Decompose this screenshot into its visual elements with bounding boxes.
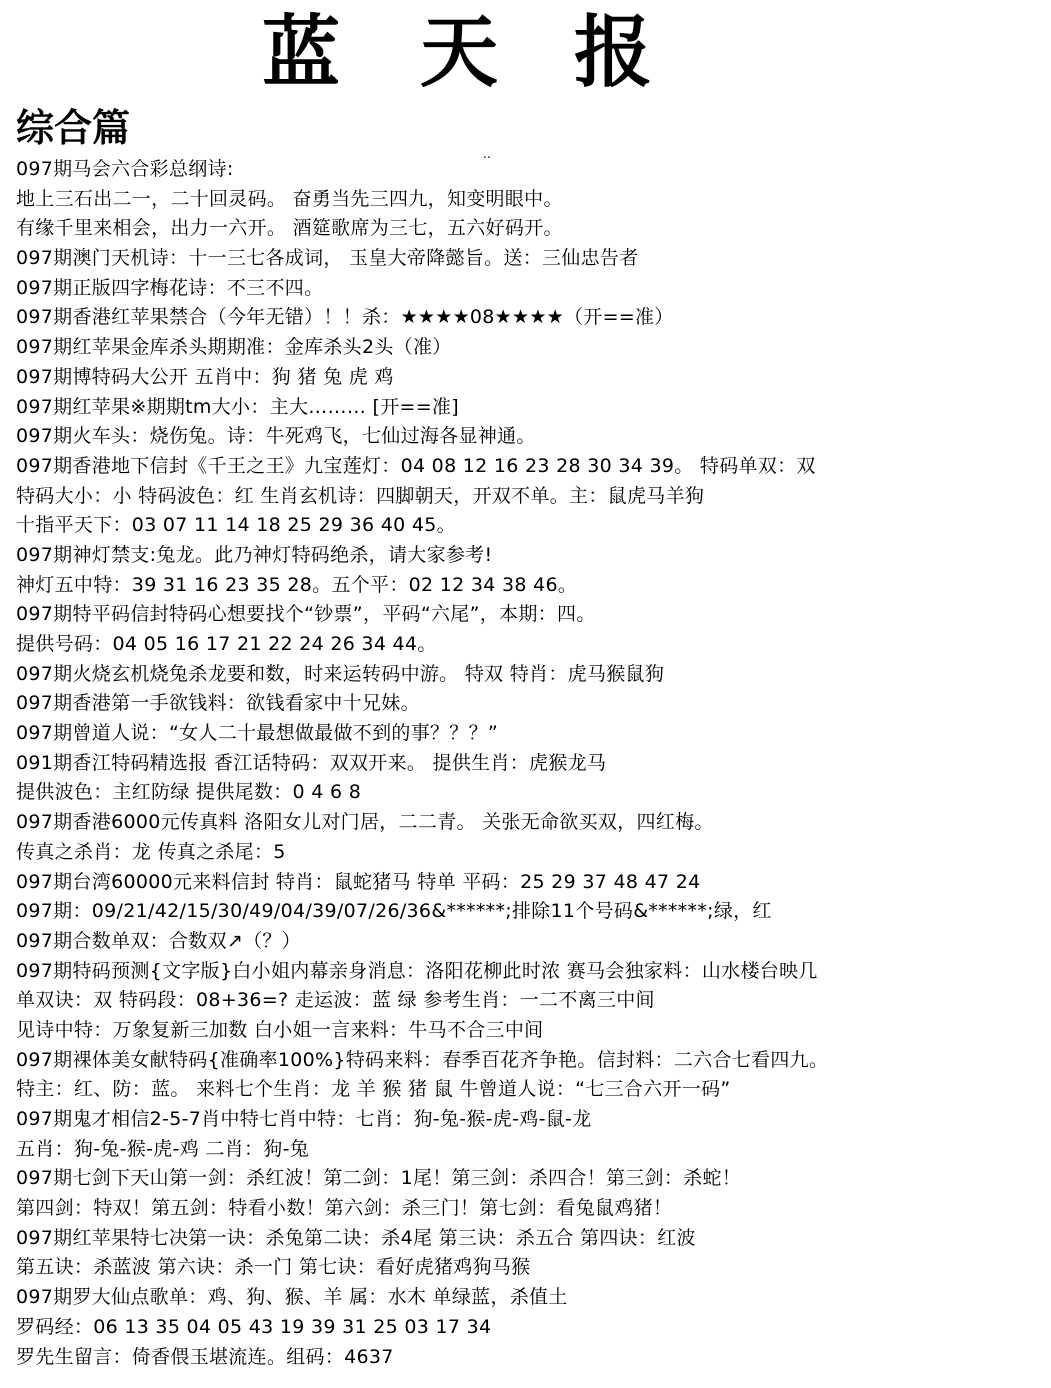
- text-line: 提供号码：04 05 16 17 21 22 24 26 34 44。: [16, 633, 437, 655]
- text-line: 097期台湾60000元来料信封 特肖：鼠蛇猪马 特单 平码：25 29 37 48 47 24: [16, 870, 701, 893]
- text-line: 097期曾道人说：“女人二十最想做最做不到的事？？？”: [16, 722, 499, 745]
- text-line: 单双诀：双 特码段：08+36=? 走运波：蓝 绿 参考生肖：一二不离三中间: [16, 989, 655, 1012]
- text-line: 097期香港红苹果禁合（今年无错）！！杀：★★★★08★★★★（开==准）: [16, 306, 674, 329]
- text-line: 097期香港地下信封《千王之王》九宝莲灯：04 08 12 16 23 28 30 34 39。 特码单双：双: [16, 454, 816, 477]
- text-lines: [16, 155, 1046, 1372]
- text-line: 传真之杀肖：龙 传真之杀尾：5: [16, 840, 286, 863]
- text-line: 097期鬼才相信2-5-7肖中特七肖中特：七肖：狗-兔-猴-虎-鸡-鼠-龙: [16, 1108, 592, 1130]
- text-line: 097期火车头：烧伤兔。诗：牛死鸡飞，七仙过海各显神通。: [16, 425, 536, 448]
- text-line: 五肖：狗-兔-猴-虎-鸡 二肖：狗-兔: [16, 1137, 310, 1160]
- text-line: 有缘千里来相会，出力一六开。 酒筵歌席为三七，五六好码开。: [16, 217, 563, 240]
- text-line: 097期特码预测{文字版}白小姐内幕亲身消息：洛阳花柳此时浓 赛马会独家料：山水楼台映几: [16, 959, 818, 982]
- text-line: 第四剑：特双！第五剑：特看小数！第六剑：杀三门！第七剑：看兔鼠鸡猪！: [16, 1197, 673, 1220]
- text-line: 097期正版四字梅花诗：不三不四。: [16, 276, 324, 299]
- section-title: 综合篇: [16, 105, 131, 150]
- text-line: 第五诀：杀蓝波 第六诀：杀一门 第七诀：看好虎猪鸡狗马猴: [16, 1256, 531, 1279]
- text-line: 097期红苹果※期期tm大小：主大……… [开==准]: [16, 395, 459, 418]
- text-line: 罗码经：06 13 35 04 05 43 19 39 31 25 03 17 34: [16, 1315, 492, 1338]
- text-line: 097期香港6000元传真料 洛阳女儿对门居，二二青。 关张无命欲买双，四红梅。: [16, 811, 714, 834]
- text-line: 097期红苹果金库杀头期期准：金库杀头2头（准）: [16, 336, 452, 359]
- text-line: 特主：红、防：蓝。 来料七个生肖：龙 羊 猴 猪 鼠 牛曾道人说：“七三合六开一码”: [16, 1078, 731, 1101]
- text-line: 见诗中特：万象复新三加数 白小姐一言来料：牛马不合三中间: [16, 1018, 544, 1041]
- corner-dots: ..: [483, 147, 491, 161]
- text-line: 地上三石出二一，二十回灵码。 奋勇当先三四九，知变明眼中。: [16, 187, 563, 210]
- text-line: 特码大小：小 特码波色：红 生肖玄机诗：四脚朝天，开双不单。主：鼠虎马羊狗: [16, 484, 705, 507]
- text-line: 097期七剑下天山第一剑：杀红波！第二剑：1尾！第三剑：杀四合！第三剑：杀蛇！: [16, 1167, 742, 1190]
- text-line: 097期澳门天机诗：十一三七各成词， 玉皇大帝降懿旨。送：三仙忠告者: [16, 247, 639, 270]
- text-line: 097期香港第一手欲钱料：欲钱看家中十兄妹。: [16, 692, 420, 715]
- text-line: 091期香江特码精选报 香江话特码：双双开来。 提供生肖：虎猴龙马: [16, 751, 607, 774]
- masthead-char-3: 报: [574, 7, 653, 98]
- text-line: 罗先生留言：倚香偎玉堪流连。组码：4637: [16, 1345, 394, 1368]
- text-line: 097期火烧玄机烧兔杀龙要和数，时来运转码中游。 特双 特肖：虎马猴鼠狗: [16, 662, 665, 685]
- text-line: 097期博特码大公开 五肖中：狗 猪 兔 虎 鸡: [16, 365, 394, 388]
- text-line: 097期特平码信封特码心想要找个“钞票”，平码“六尾”，本期：四。: [16, 603, 596, 626]
- text-line: 097期：09/21/42/15/30/49/04/39/07/26/36&******;排除11个号码&******;绿，红: [16, 900, 772, 923]
- masthead-char-1: 蓝: [262, 7, 341, 98]
- text-line: 097期神灯禁支:兔龙。此乃神灯特码绝杀，请大家参考!: [16, 543, 493, 566]
- text-line: 097期裸体美女献特码{准确率100%}特码来料：春季百花齐争艳。信封料：二六合七看四九。: [16, 1048, 829, 1071]
- text-line: 097期合数单双：合数双↗（？）: [16, 929, 301, 952]
- text-line: 097期红苹果特七决第一诀：杀兔第二诀：杀4尾 第三诀：杀五合 第四诀：红波: [16, 1226, 696, 1249]
- text-line: 十指平天下：03 07 11 14 18 25 29 36 40 45。: [16, 514, 456, 537]
- text-line: 神灯五中特：39 31 16 23 35 28。五个平：02 12 34 38 46。: [16, 573, 578, 596]
- text-line: 提供波色：主红防绿 提供尾数：0 4 6 8: [16, 781, 362, 804]
- masthead-char-2: 天: [420, 7, 499, 98]
- masthead: [0, 8, 1051, 98]
- text-line: 097期罗大仙点歌单：鸡、狗、猴、羊 属：水木 单绿蓝，杀值土: [16, 1286, 568, 1309]
- text-line: 097期马会六合彩总纲诗:: [16, 158, 234, 180]
